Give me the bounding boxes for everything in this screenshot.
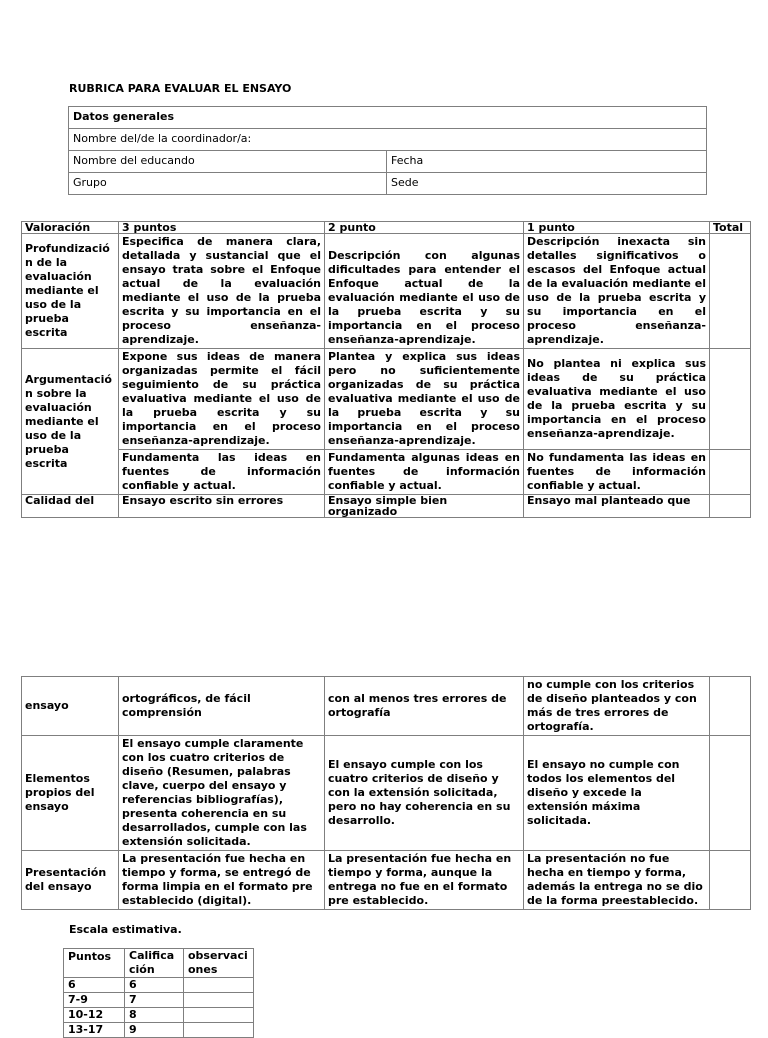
header-3-puntos: 3 puntos [119, 222, 325, 234]
scale-header-puntos: Puntos [64, 949, 125, 978]
scale-row [64, 978, 254, 993]
cell-argumentacion-b-2: Fundamenta algunas ideas en fuentes de información confiable y actual. [325, 450, 524, 495]
scale-grade: 9 [125, 1023, 184, 1038]
coordinator-name-field[interactable]: Nombre del/de la coordinador/a: [69, 129, 707, 151]
scale-row [64, 1008, 254, 1023]
scale-observation[interactable] [184, 993, 254, 1008]
rubric-table-part-1 [21, 221, 751, 518]
total-profundizacion[interactable] [710, 234, 751, 349]
date-field[interactable]: Fecha [387, 151, 707, 173]
rubric-row-argumentacion-a [22, 349, 751, 450]
scale-row [64, 1023, 254, 1038]
cell-elementos-2: El ensayo cumple con los cuatro criterios de diseño y con la extensión solicitada, pero no hay coherencia en su desarrollo. [325, 736, 524, 851]
cell-argumentacion-a-3: Expone sus ideas de manera organizadas permite el fácil seguimiento de su práctica evaluativa mediante el uso de la prueba escrita y su importancia en el proceso enseñanza-aprendizaje. [119, 349, 325, 450]
total-presentacion[interactable] [710, 851, 751, 910]
scale-observation[interactable] [184, 1008, 254, 1023]
cell-calidad-bottom-1: no cumple con los criterios de diseño planteados y con más de tres errores de ortografía. [524, 677, 710, 736]
total-argumentacion-b[interactable] [710, 450, 751, 495]
cell-profundizacion-3: Especifica de manera clara, detallada y sustancial que el ensayo trata sobre el Enfoque actual de la evaluación mediante el uso de la prueba escrita y su importancia en el proceso enseñanza-aprendizaje. [119, 234, 325, 349]
header-valoracion: Valoración [22, 222, 119, 234]
cell-elementos-3: El ensayo cumple claramente con los cuatro criterios de diseño (Resumen, palabras clave, cuerpo del ensayo y referencias bibliografías), presenta coherencia en su desarrollados, cumple con las extensión solicitada. [119, 736, 325, 851]
rubric-header-row [22, 222, 751, 234]
criterion-elementos: Elementos propios del ensayo [22, 736, 119, 851]
scale-points: 10-12 [64, 1008, 125, 1023]
cell-argumentacion-b-1: No fundamenta las ideas en fuentes de información confiable y actual. [524, 450, 710, 495]
total-argumentacion-a[interactable] [710, 349, 751, 450]
document-title: RUBRICA PARA EVALUAR EL ENSAYO [69, 82, 292, 95]
cell-argumentacion-a-1: No plantea ni explica sus ideas de su práctica evaluativa mediante el uso de la prueba escrita y su importancia en el proceso enseñanza-aprendizaje. [524, 349, 710, 450]
cell-presentacion-1: La presentación no fue hecha en tiempo y forma, además la entrega no se dio de la forma preestablecido. [524, 851, 710, 910]
scale-header-row [64, 949, 254, 978]
cell-presentacion-2: La presentación fue hecha en tiempo y forma, aunque la entrega no fue en el formato pre establecido. [325, 851, 524, 910]
scale-points: 13-17 [64, 1023, 125, 1038]
cell-profundizacion-1: Descripción inexacta sin detalles significativos o escasos del Enfoque actual de la evaluación mediante el uso de la prueba escrita y su importancia en el proceso enseñanza-aprendizaje. [524, 234, 710, 349]
rubric-row-presentacion [22, 851, 751, 910]
total-calidad-bottom[interactable] [710, 677, 751, 736]
scale-title: Escala estimativa. [69, 923, 182, 936]
scale-observation[interactable] [184, 978, 254, 993]
scale-points: 6 [64, 978, 125, 993]
scale-grade: 7 [125, 993, 184, 1008]
cell-argumentacion-a-2: Plantea y explica sus ideas pero no suficientemente organizadas de su práctica evaluativa mediante el uso de la prueba escrita y su importancia en el proceso enseñanza-aprendizaje. [325, 349, 524, 450]
total-elementos[interactable] [710, 736, 751, 851]
cell-elementos-1: El ensayo no cumple con todos los elementos del diseño y excede la extensión máxima solicitada. [524, 736, 710, 851]
scale-header-calificacion: Califica ción [125, 949, 184, 978]
cell-presentacion-3: La presentación fue hecha en tiempo y forma, se entregó de forma limpia en el formato pre establecido (digital). [119, 851, 325, 910]
student-name-field[interactable]: Nombre del educando [69, 151, 387, 173]
criterion-calidad-top: Calidad del [22, 495, 119, 518]
rubric-row-calidad-bottom [22, 677, 751, 736]
rubric-row-calidad-top [22, 495, 751, 518]
cell-profundizacion-2: Descripción con algunas dificultades para entender el Enfoque actual de la evaluación mediante el uso de la prueba escrita y su importancia en el proceso enseñanza-aprendizaje. [325, 234, 524, 349]
scale-table [63, 948, 254, 1038]
rubric-row-profundizacion [22, 234, 751, 349]
general-data-heading: Datos generales [69, 107, 707, 129]
venue-field[interactable]: Sede [387, 173, 707, 195]
scale-grade: 8 [125, 1008, 184, 1023]
cell-calidad-top-2: Ensayo simple bien organizado [325, 495, 524, 518]
scale-row [64, 993, 254, 1008]
scale-grade: 6 [125, 978, 184, 993]
scale-observation[interactable] [184, 1023, 254, 1038]
scale-points: 7-9 [64, 993, 125, 1008]
criterion-profundizacion: Profundizació n de la evaluación mediante el uso de la prueba escrita [22, 234, 119, 349]
criterion-argumentacion: Argumentació n sobre la evaluación mediante el uso de la prueba escrita [22, 349, 119, 495]
rubric-table-part-2 [21, 676, 751, 910]
cell-calidad-top-1: Ensayo mal planteado que [524, 495, 710, 518]
criterion-presentacion: Presentación del ensayo [22, 851, 119, 910]
group-field[interactable]: Grupo [69, 173, 387, 195]
rubric-row-elementos [22, 736, 751, 851]
cell-calidad-bottom-2: con al menos tres errores de ortografía [325, 677, 524, 736]
cell-calidad-bottom-3: ortográficos, de fácil comprensión [119, 677, 325, 736]
criterion-calidad-bottom: ensayo [22, 677, 119, 736]
header-total: Total [710, 222, 751, 234]
rubric-row-argumentacion-b [22, 450, 751, 495]
cell-argumentacion-b-3: Fundamenta las ideas en fuentes de información confiable y actual. [119, 450, 325, 495]
cell-calidad-top-3: Ensayo escrito sin errores [119, 495, 325, 518]
general-data-table [68, 106, 707, 195]
scale-header-observaciones: observaci ones [184, 949, 254, 978]
header-2-punto: 2 punto [325, 222, 524, 234]
header-1-punto: 1 punto [524, 222, 710, 234]
total-calidad-top[interactable] [710, 495, 751, 518]
